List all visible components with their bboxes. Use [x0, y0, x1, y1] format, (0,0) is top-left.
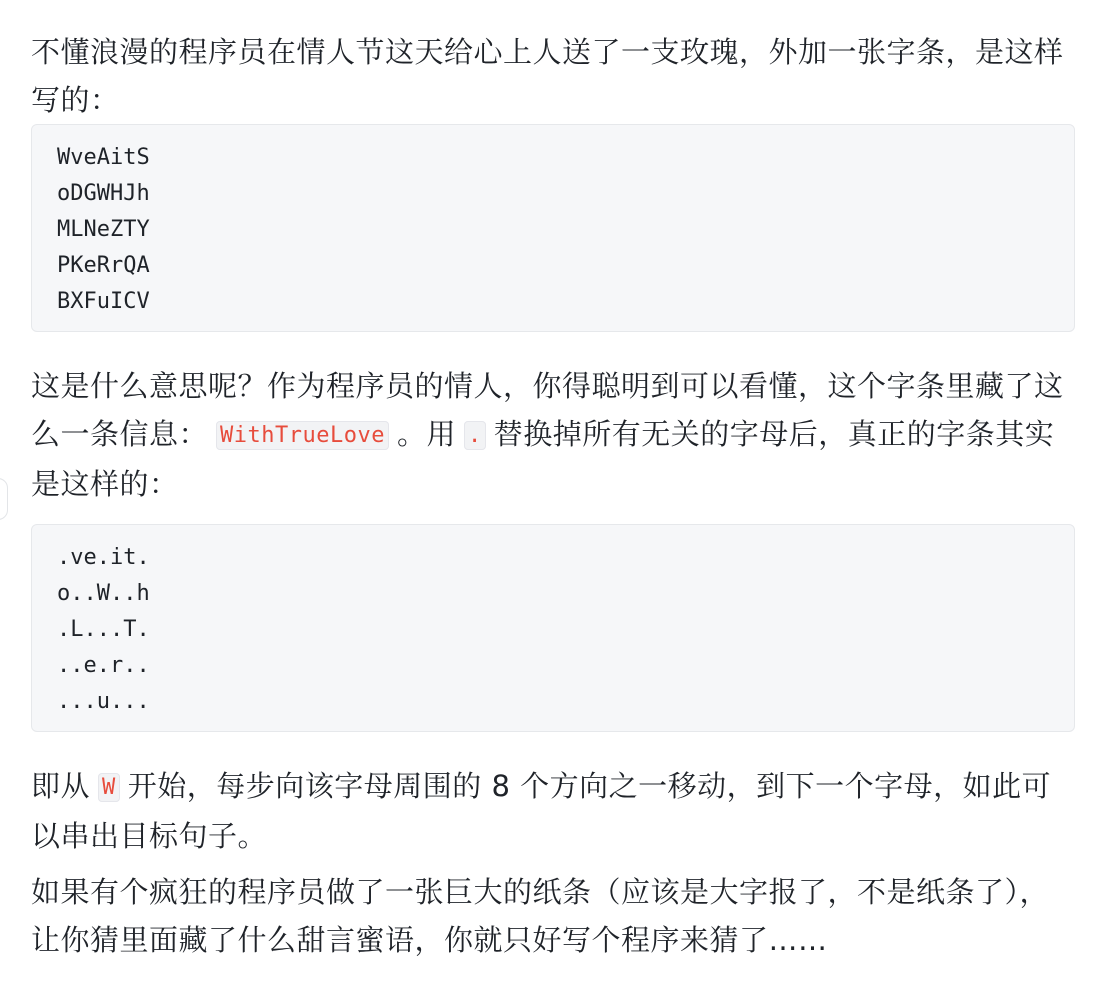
inline-code-dot: .	[464, 421, 486, 450]
code-line: o..W..h	[57, 581, 150, 606]
code-block-original-note	[31, 124, 1075, 332]
side-scroll-handle[interactable]	[0, 478, 8, 520]
code-line: MLNeZTY	[57, 217, 150, 242]
paragraph-text: 这是什么意思呢？作为程序员的情人，你得聪明到可以看懂，这个字条里藏了这么一条信息：	[31, 369, 1064, 451]
paragraph-text: 。用	[396, 417, 456, 451]
paragraph-intro: 不懂浪漫的程序员在情人节这天给心上人送了一支玫瑰，外加一张字条，是这样写的：	[31, 35, 1064, 117]
paragraph-text: 开始，每步向该字母周围的 8 个方向之一移动，到下一个字母，如此可以串出目标句子。	[31, 769, 1052, 853]
code-line: .ve.it.	[57, 545, 150, 570]
paragraph-text: 替换掉所有无关的字母后，真正的字条其实是这样的：	[31, 417, 1055, 501]
code-line: PKeRrQA	[57, 253, 150, 278]
code-line: .L...T.	[57, 617, 150, 642]
code-line: BXFuICV	[57, 289, 150, 314]
code-block-decoded-note	[31, 524, 1075, 732]
code-line: WveAitS	[57, 145, 150, 170]
inline-code-start-letter: W	[98, 773, 120, 802]
paragraph-explanation	[31, 362, 1075, 506]
inline-code-message: WithTrueLove	[216, 421, 389, 450]
code-line: oDGWHJh	[57, 181, 150, 206]
paragraph-path-rule	[31, 762, 1075, 858]
paragraph-text: 即从	[31, 769, 91, 803]
paragraph-challenge: 如果有个疯狂的程序员做了一张巨大的纸条（应该是大字报了，不是纸条了），让你猜里面藏了什么甜言蜜语，你就只好写个程序来猜了……	[31, 875, 1050, 957]
code-line: ...u...	[57, 689, 150, 714]
article-body	[31, 28, 1075, 964]
code-line: ..e.r..	[57, 653, 150, 678]
